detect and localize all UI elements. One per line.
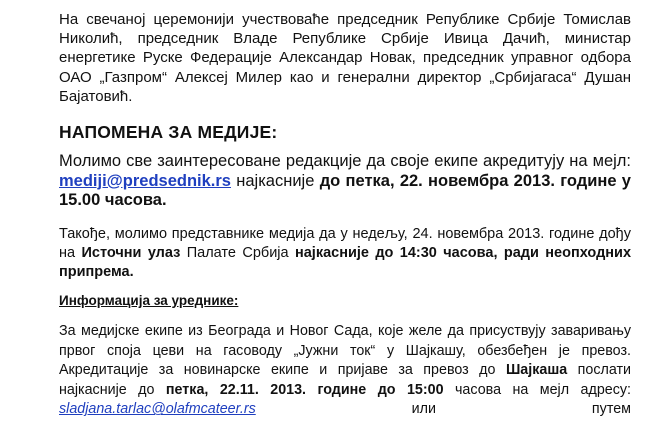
- arrival-text: Такође, молимо представнике медија да у недељу, 24. новембра 2013. године дођу на: [59, 226, 631, 261]
- editors-destination: Шајкаша: [505, 362, 568, 379]
- arrival-text-2: Палате Србија: [180, 245, 295, 261]
- editors-email-link[interactable]: sladjana.tarlac@olafmcateer.rs: [59, 401, 256, 418]
- accreditation-paragraph: [59, 152, 631, 211]
- editors-text-2: послати најкасније до: [59, 362, 632, 398]
- arrival-paragraph: [59, 225, 631, 282]
- arrival-entrance: Источни улаз: [81, 245, 181, 261]
- editors-text-4: или путем: [255, 401, 631, 418]
- accreditation-deadline: до петка, 22. новембра 2013. године у 15.00 часова.: [59, 171, 631, 210]
- intro-paragraph: [59, 10, 631, 125]
- arrival-deadline: најкасније до 14:30 часова, ради неопходних припрема.: [59, 245, 632, 280]
- intro-text: На свечаној церемонији учествоваће председник Републике Србије Томислав Николић, председник Владе Републике Србије Ивица Дачић, министар енергетике Руске Федерације Александар Новак, председник управног одбора ОАО „Газпром“ Алексеј Милер као и генерални директор „Србијагаса“ Душан Бајатовић.: [59, 11, 631, 105]
- media-notice-heading: НАПОМЕНА ЗА МЕДИЈЕ:: [59, 122, 278, 142]
- editors-text-3: часова на мејл адресу:: [443, 381, 631, 398]
- editors-paragraph: [59, 322, 631, 440]
- editors-text: За медијске екипе из Београда и Новог Сада, које желе да присуствују заваривању првог споја цеви на гасоводу „Јужни ток“ у Шајкашу, обезбеђен је превоз. Акредитације за новинарске екипе и пријаве за превоз до: [59, 323, 631, 379]
- editors-deadline-date: петка, 22.11. 2013. године до 15:00: [165, 381, 444, 398]
- media-email-link[interactable]: mediji@predsednik.rs: [59, 171, 231, 190]
- accreditation-text-2: најкасније: [230, 171, 320, 190]
- editors-info-heading: Информација за уреднике:: [59, 293, 239, 308]
- accreditation-text: Молимо све заинтересоване редакције да своје екипе акредитују на мејл:: [59, 152, 631, 170]
